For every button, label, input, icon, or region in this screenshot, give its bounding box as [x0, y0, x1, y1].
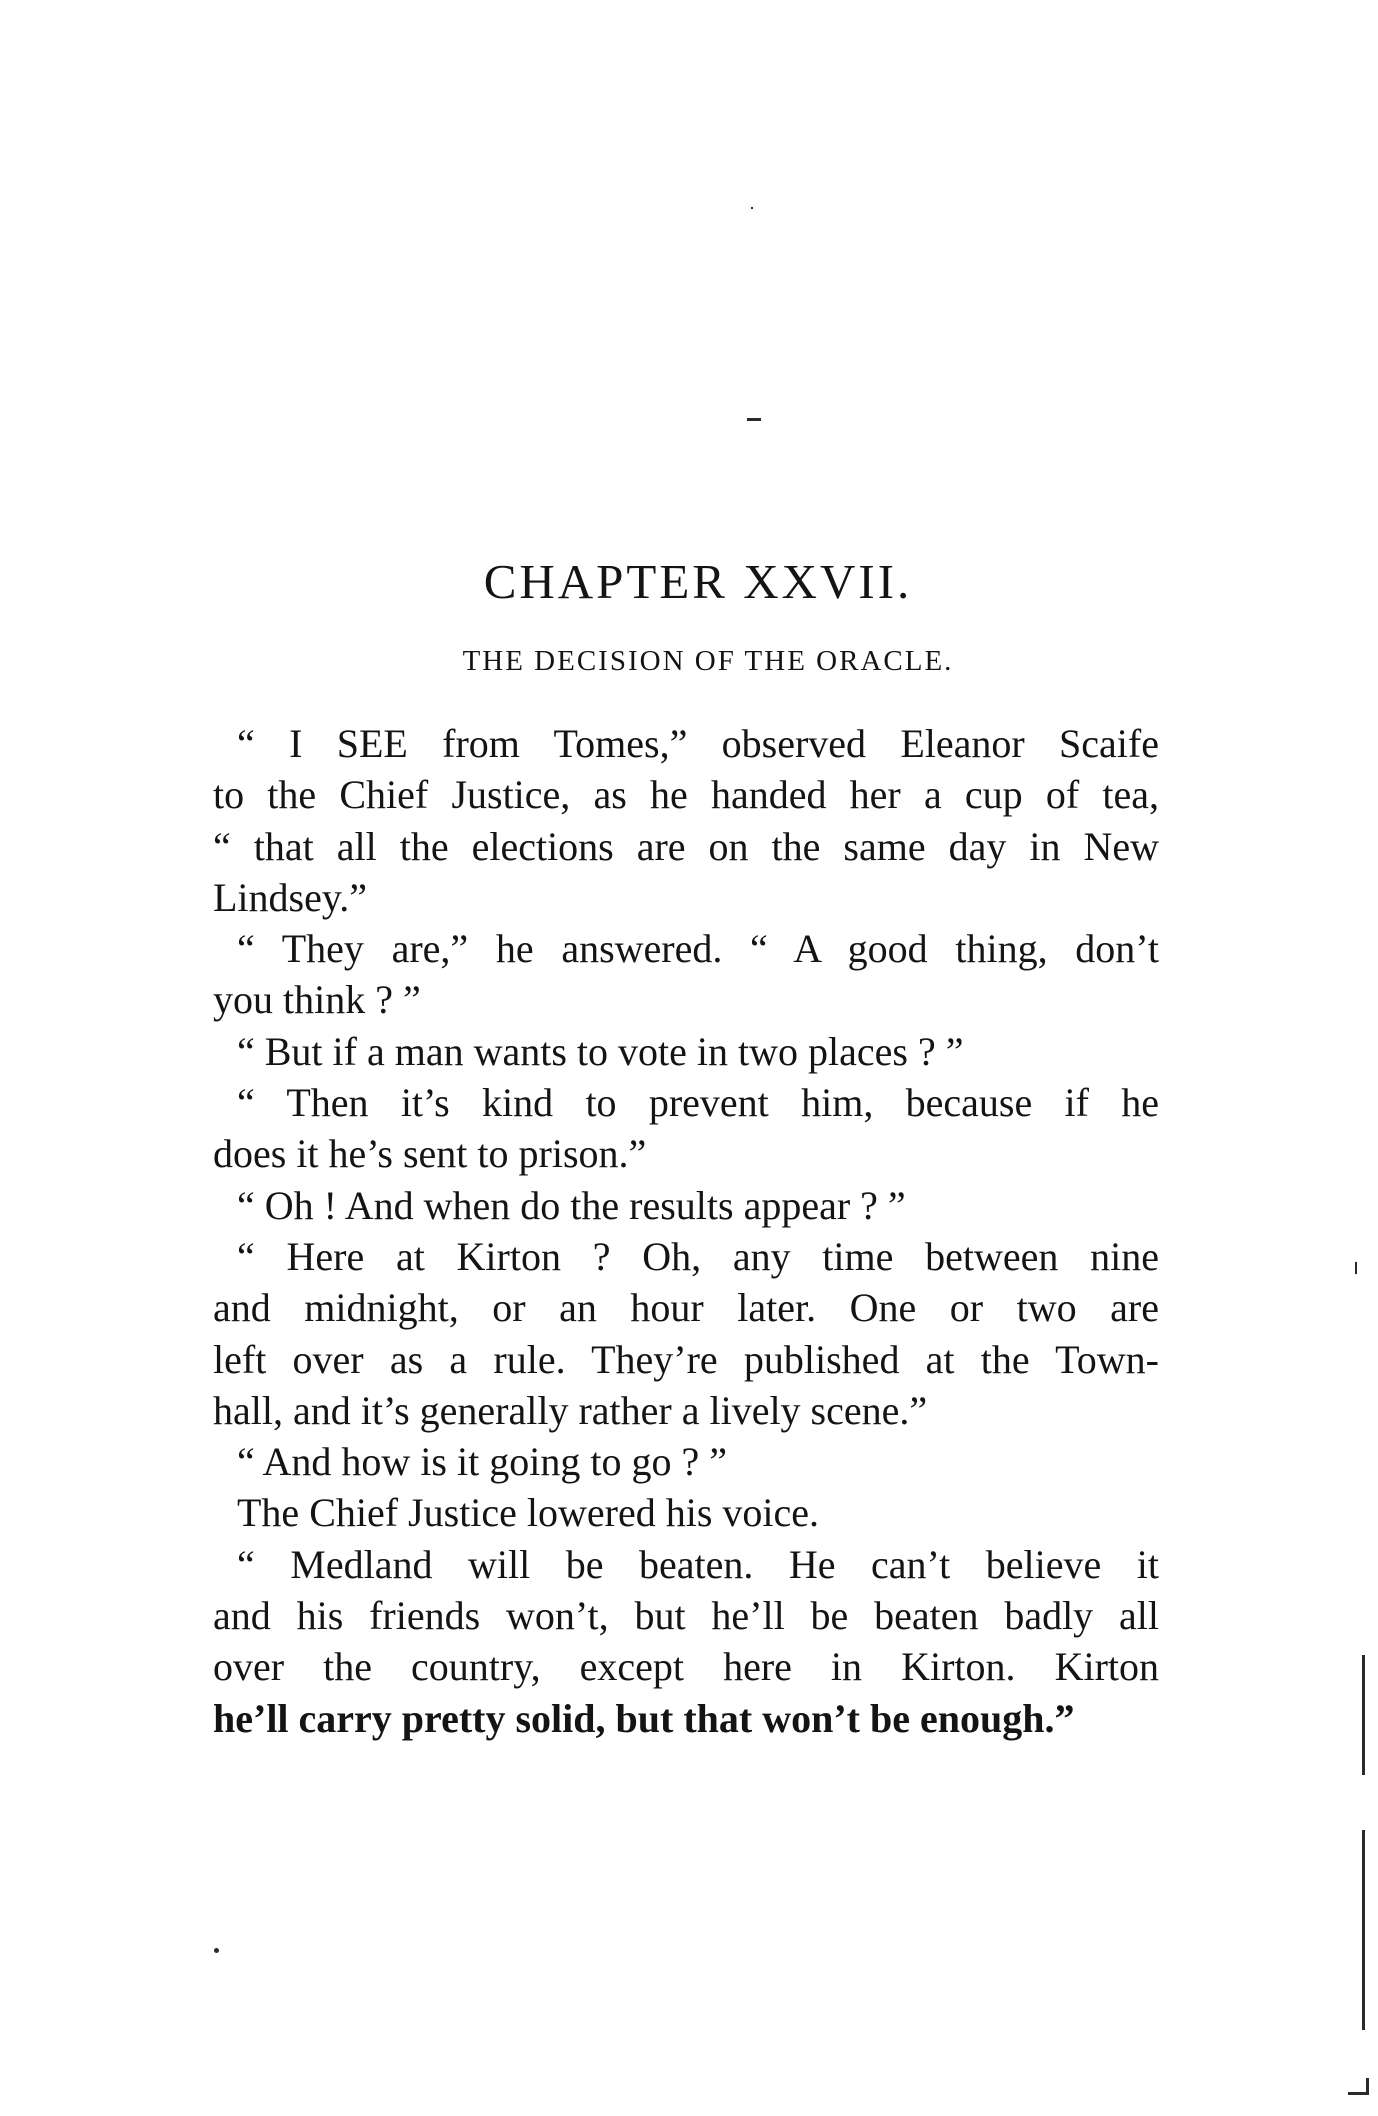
scan-tick — [1355, 1262, 1357, 1274]
text-line: Lindsey.” — [213, 874, 368, 920]
scan-edge-line-lower — [1362, 1830, 1365, 2030]
text-line: hall, and it’s generally rather a lively scene.” — [213, 1387, 928, 1433]
chapter-title: CHAPTER XXVII. — [483, 554, 913, 609]
text-line-opening — [213, 718, 1159, 769]
body-text — [213, 718, 1159, 1744]
opening-word: SEE — [336, 721, 408, 766]
text-line: “ Then it’s kind to prevent him, because if he — [237, 1080, 1159, 1126]
text-line: to the Chief Justice, as he handed her a cup of tea, — [213, 772, 1159, 818]
text-line: “ But if a man wants to vote in two places ? ” — [237, 1028, 964, 1074]
opening-quote: “ I — [237, 721, 337, 766]
text-line: “ They are,” he answered. “ A good thing, don’t — [237, 926, 1159, 972]
chapter-subtitle: THE DECISION OF THE ORACLE. — [462, 645, 954, 677]
text-line: “ Oh ! And when do the results appear ? ” — [237, 1182, 906, 1228]
text-line: “ that all the elections are on the same day in New — [213, 823, 1159, 869]
text-line: “ Here at Kirton ? Oh, any time between nine — [237, 1233, 1159, 1279]
text-line: “ And how is it going to go ? ” — [237, 1439, 727, 1485]
text-line: over the country, except here in Kirton. Kirton — [213, 1644, 1159, 1690]
text-line: left over as a rule. They’re published at the Town- — [213, 1336, 1159, 1382]
scan-dot — [214, 1948, 219, 1953]
scan-corner-mark — [1348, 2092, 1368, 2095]
scan-corner-mark-vertical — [1366, 2078, 1369, 2095]
text-line: The Chief Justice lowered his voice. — [237, 1490, 820, 1536]
scan-speck — [751, 207, 753, 209]
scan-edge-line — [1362, 1655, 1365, 1775]
opening-rest: from Tomes,” observed Eleanor Scaife — [407, 721, 1159, 766]
text-line: and his friends won’t, but he’ll be beaten badly all — [213, 1593, 1159, 1639]
text-line: and midnight, or an hour later. One or two are — [213, 1285, 1159, 1331]
text-line: does it he’s sent to prison.” — [213, 1131, 647, 1177]
scan-dash — [747, 418, 761, 421]
text-line: you think ? ” — [213, 977, 421, 1023]
text-line: “ Medland will be beaten. He can’t believe it — [237, 1541, 1159, 1587]
text-line: he’ll carry pretty solid, but that won’t be enough.” — [213, 1695, 1075, 1741]
